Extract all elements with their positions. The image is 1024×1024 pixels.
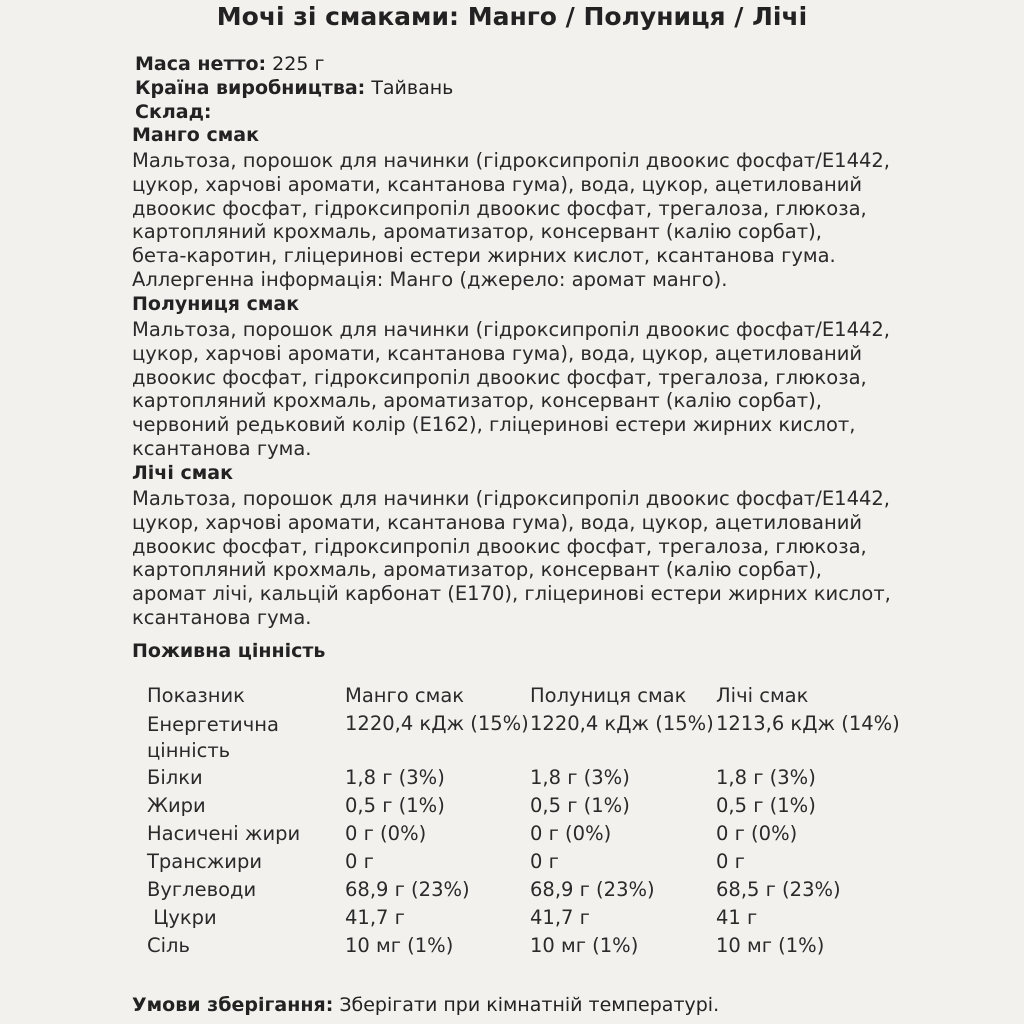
country-value: Тайвань xyxy=(371,77,454,99)
table-cell: 0 г (0%) xyxy=(716,822,798,845)
storage-label: Умови зберігання: xyxy=(132,994,334,1016)
column-header: Манго смак xyxy=(345,684,465,707)
row-label: Білки xyxy=(147,766,203,789)
text-line: картопляний крохмаль, ароматизатор, консервант (калію сорбат), xyxy=(132,389,822,413)
text-line: Мальтоза, порошок для начинки (гідроксипропіл двоокис фосфат/Е1442, xyxy=(132,318,890,341)
table-cell: 10 мг (1%) xyxy=(716,934,825,957)
table-cell: 0 г xyxy=(345,850,374,873)
table-row xyxy=(140,906,906,934)
text-line: цукор, харчові аромати, ксантанова гума), вода, цукор, ацетилований xyxy=(132,172,863,196)
flavor-heading-lychee: Лічі смак xyxy=(132,462,233,484)
table-cell: 1213,6 кДж (14%) xyxy=(716,712,900,735)
table-cell: 68,9 г (23%) xyxy=(345,878,470,901)
column-header: Показник xyxy=(147,684,245,707)
row-label: Трансжири xyxy=(147,850,263,873)
table-row xyxy=(140,822,906,850)
table-cell: 0 г xyxy=(716,850,745,873)
table-cell: 0 г (0%) xyxy=(345,822,427,845)
text-line: Мальтоза, порошок для начинки (гідроксипропіл двоокис фосфат/Е1442, xyxy=(132,487,890,510)
table-row xyxy=(140,766,906,794)
row-label: Сіль xyxy=(147,934,190,957)
table-cell: 0 г xyxy=(530,850,559,873)
table-cell: 0,5 г (1%) xyxy=(530,794,630,817)
country-row xyxy=(135,76,453,100)
text-line: картопляний крохмаль, ароматизатор, консервант (калію сорбат), xyxy=(132,220,822,244)
table-cell: 0,5 г (1%) xyxy=(345,794,445,817)
text-line: червоний редьковий колір (Е162), гліцеринові естери жирних кислот, xyxy=(132,413,856,437)
storage-value: Зберігати при кімнатній температурі. xyxy=(339,994,720,1016)
column-header: Полуниця смак xyxy=(530,684,687,707)
row-label: Енергетична цінність xyxy=(147,713,279,762)
text-line: картопляний крохмаль, ароматизатор, консервант (калію сорбат), xyxy=(132,558,822,582)
flavor-heading-strawberry: Полуниця смак xyxy=(132,293,300,315)
page-title: Мочі зі смаками: Манго / Полуниця / Лічі xyxy=(216,2,808,31)
table-row xyxy=(140,850,906,878)
column-header: Лічі смак xyxy=(716,684,809,707)
flavor-text-mango xyxy=(132,149,912,292)
nutrition-table xyxy=(140,684,906,962)
table-cell: 0,5 г (1%) xyxy=(716,794,816,817)
text-line: ксантанова гума. xyxy=(132,436,312,460)
country-label: Країна виробництва: xyxy=(135,77,366,99)
text-line: Аллергенна інформація: Манго (джерело: аромат манго). xyxy=(132,267,728,291)
text-line: двоокис фосфат, гідроксипропіл двоокис фосфат, трегалоза, глюкоза, xyxy=(132,196,867,220)
table-cell: 1220,4 кДж (15%) xyxy=(345,712,529,735)
table-cell: 41,7 г xyxy=(345,906,405,929)
row-label: Вуглеводи xyxy=(147,878,257,901)
net-weight-row xyxy=(135,52,324,76)
table-row xyxy=(140,934,906,962)
table-cell: 1220,4 кДж (15%) xyxy=(530,712,714,735)
text-line: ксантанова гума. xyxy=(132,605,312,629)
composition-label: Склад: xyxy=(135,101,212,123)
table-cell: 10 мг (1%) xyxy=(530,934,639,957)
table-cell: 68,9 г (23%) xyxy=(530,878,655,901)
table-cell: 1,8 г (3%) xyxy=(530,766,630,789)
table-cell: 10 мг (1%) xyxy=(345,934,454,957)
table-row xyxy=(140,712,906,766)
text-line: двоокис фосфат, гідроксипропіл двоокис фосфат, трегалоза, глюкоза, xyxy=(132,365,867,389)
table-cell: 41 г xyxy=(716,906,758,929)
table-cell: 0 г (0%) xyxy=(530,822,612,845)
flavor-text-strawberry xyxy=(132,318,912,461)
table-cell: 1,8 г (3%) xyxy=(716,766,816,789)
text-line: цукор, харчові аромати, ксантанова гума), вода, цукор, ацетилований xyxy=(132,510,863,534)
net-weight-label: Маса нетто: xyxy=(135,53,267,75)
table-cell: 41,7 г xyxy=(530,906,590,929)
table-row xyxy=(140,794,906,822)
row-label: Цукри xyxy=(147,906,217,929)
row-label: Насичені жири xyxy=(147,822,301,845)
text-line: цукор, харчові аромати, ксантанова гума), вода, цукор, ацетилований xyxy=(132,341,863,365)
text-line: Мальтоза, порошок для начинки (гідроксипропіл двоокис фосфат/Е1442, xyxy=(132,149,890,172)
table-cell: 68,5 г (23%) xyxy=(716,878,841,901)
text-line: двоокис фосфат, гідроксипропіл двоокис фосфат, трегалоза, глюкоза, xyxy=(132,534,867,558)
table-cell: 1,8 г (3%) xyxy=(345,766,445,789)
storage-row xyxy=(132,994,719,1016)
text-line: бета-каротин, гліцеринові естери жирних кислот, ксантанова гума. xyxy=(132,244,836,268)
flavor-text-lychee xyxy=(132,487,912,630)
nutrition-heading: Поживна цінність xyxy=(132,640,326,662)
table-row xyxy=(140,878,906,906)
table-header-row xyxy=(140,684,906,712)
row-label: Жири xyxy=(147,794,206,817)
flavor-heading-mango: Манго смак xyxy=(132,124,259,146)
text-line: аромат лічі, кальцій карбонат (Е170), гліцеринові естери жирних кислот, xyxy=(132,582,891,606)
net-weight-value: 225 г xyxy=(272,53,325,75)
